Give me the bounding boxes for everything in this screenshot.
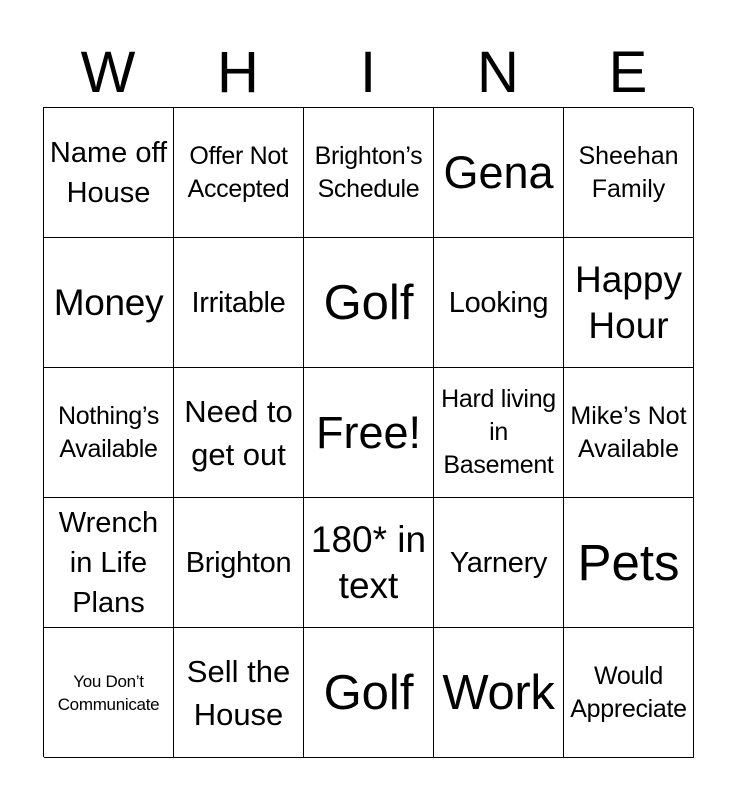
- cell-text: Brighton’s Schedule: [314, 141, 423, 203]
- cell-text: Happy Hour: [575, 258, 682, 346]
- bingo-cell-r3-c2[interactable]: [174, 368, 304, 498]
- bingo-cell-r2-c2[interactable]: [174, 238, 304, 368]
- bingo-board: [43, 107, 693, 757]
- header-letter-n: N: [477, 40, 519, 105]
- bingo-cell-r3-c4[interactable]: [434, 368, 564, 498]
- cell-text: Money: [53, 281, 164, 323]
- bingo-cell-r3-c3[interactable]: [304, 368, 434, 498]
- header-letter-h: H: [217, 40, 259, 105]
- cell-text: Would Appreciate: [570, 661, 687, 723]
- cell-text: Nothing’s Available: [57, 401, 160, 463]
- cell-text: Offer Not Accepted: [187, 141, 290, 203]
- bingo-cell-r1-c3[interactable]: [304, 108, 434, 238]
- cell-text: Looking: [448, 286, 549, 319]
- cell-text: Name off House: [49, 136, 168, 209]
- bingo-cell-r2-c5[interactable]: [564, 238, 694, 368]
- cell-text: Yarnery: [449, 546, 548, 579]
- cell-text: Wrench in Life Plans: [58, 506, 159, 619]
- bingo-cell-r5-c2[interactable]: [174, 628, 304, 758]
- bingo-cell-r4-c3[interactable]: [304, 498, 434, 628]
- bingo-cell-r5-c1[interactable]: [44, 628, 174, 758]
- bingo-cell-r1-c5[interactable]: [564, 108, 694, 238]
- bingo-cell-r5-c4[interactable]: [434, 628, 564, 758]
- cell-text: Need to get out: [184, 393, 293, 472]
- bingo-cell-r1-c1[interactable]: [44, 108, 174, 238]
- bingo-cell-r4-c2[interactable]: [174, 498, 304, 628]
- cell-text: Sell the House: [186, 653, 291, 732]
- bingo-cell-r5-c5[interactable]: [564, 628, 694, 758]
- bingo-cell-r3-c5[interactable]: [564, 368, 694, 498]
- header-letter-w: W: [80, 40, 136, 105]
- header-letter-e: E: [608, 40, 648, 105]
- bingo-cell-r1-c4[interactable]: [434, 108, 564, 238]
- cell-text: Mike’s Not Available: [570, 401, 687, 463]
- bingo-cell-r2-c3[interactable]: [304, 238, 434, 368]
- bingo-header: [43, 40, 693, 106]
- bingo-cell-r5-c3[interactable]: [304, 628, 434, 758]
- cell-text: You Don’t Communicate: [57, 671, 160, 714]
- cell-text: Sheehan Family: [578, 141, 679, 203]
- bingo-cell-r1-c2[interactable]: [174, 108, 304, 238]
- cell-text: Pets: [577, 533, 680, 591]
- bingo-cell-r4-c5[interactable]: [564, 498, 694, 628]
- cell-text: Free!: [315, 406, 422, 458]
- cell-text: Work: [442, 665, 555, 720]
- cell-text: Gena: [443, 146, 554, 198]
- bingo-cell-r3-c1[interactable]: [44, 368, 174, 498]
- bingo-cell-r4-c1[interactable]: [44, 498, 174, 628]
- bingo-cell-r2-c1[interactable]: [44, 238, 174, 368]
- bingo-cell-r4-c4[interactable]: [434, 498, 564, 628]
- cell-text: Hard living in Basement: [441, 385, 556, 479]
- cell-text: Golf: [323, 275, 414, 330]
- cell-text: Irritable: [191, 286, 286, 319]
- bingo-cell-r2-c4[interactable]: [434, 238, 564, 368]
- cell-text: 180* in text: [310, 518, 427, 606]
- cell-text: Golf: [323, 665, 414, 720]
- header-letter-i: I: [359, 40, 377, 105]
- cell-text: Brighton: [185, 546, 292, 579]
